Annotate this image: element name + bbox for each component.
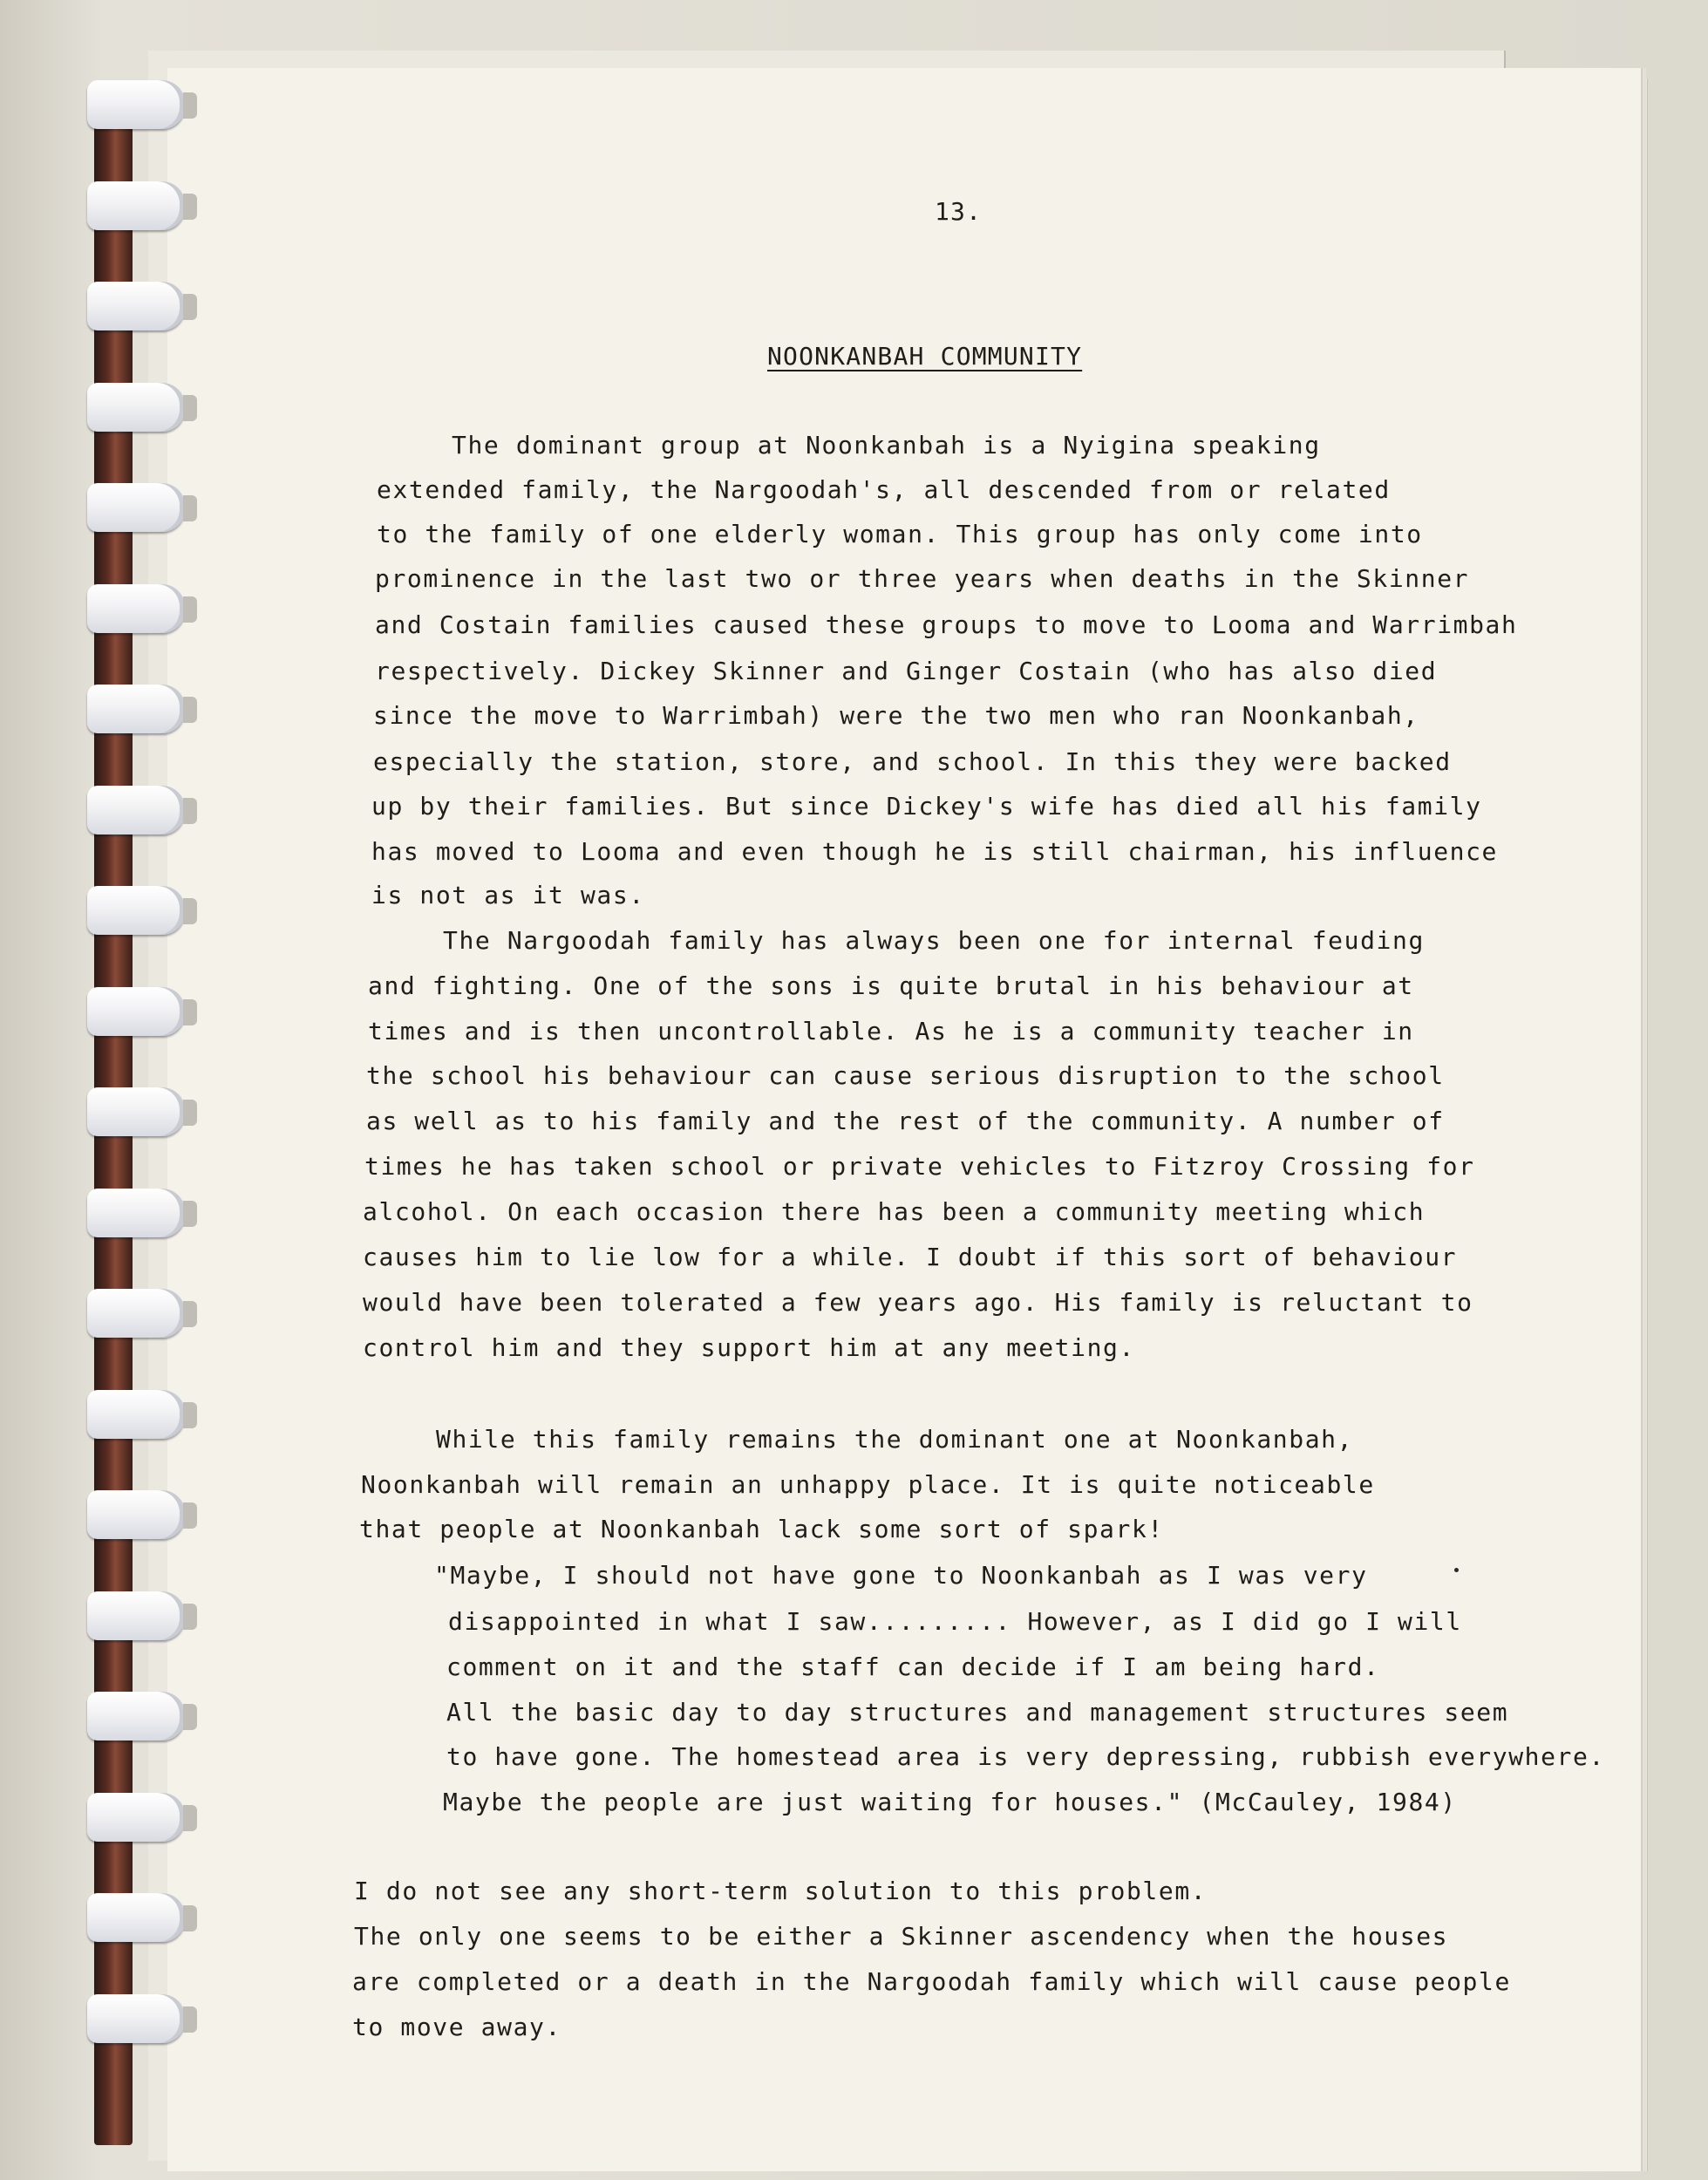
binding-ring — [87, 584, 185, 633]
binding-ring — [87, 1994, 185, 2043]
text-line: control him and they support him at any meeting. — [363, 1333, 1135, 1362]
text-line: since the move to Warrimbah) were the two men who ran Noonkanbah, — [373, 701, 1419, 730]
text-line: and Costain families caused these groups to move to Looma and Warrimbah — [375, 610, 1518, 639]
binding-ring — [87, 886, 185, 935]
binding-ring — [87, 1289, 185, 1338]
text-line: times he has taken school or private vehicles to Fitzroy Crossing for — [364, 1152, 1475, 1181]
text-line: the school his behaviour can cause serious disruption to the school — [366, 1061, 1445, 1090]
page-title: NOONKANBAH COMMUNITY — [767, 342, 1083, 371]
text-line: alcohol. On each occasion there has been a community meeting which — [363, 1197, 1426, 1226]
binding-ring — [87, 1087, 185, 1136]
text-line: and fighting. One of the sons is quite brutal in his behaviour at — [368, 971, 1414, 1000]
quote-line: to have gone. The homestead area is very depressing, rubbish everywhere. — [446, 1742, 1605, 1771]
binding-ring — [87, 181, 185, 230]
text-line: I do not see any short-term solution to this problem. — [354, 1877, 1208, 1905]
quote-line: All the basic day to day structures and management structures seem — [446, 1698, 1509, 1727]
page-number: 13. — [935, 197, 983, 226]
text-line: causes him to lie low for a while. I doubt if this sort of behaviour — [363, 1243, 1458, 1271]
binding-ring — [87, 1390, 185, 1439]
text-line: times and is then uncontrollable. As he is a community teacher in — [368, 1017, 1414, 1046]
text-line: is not as it was. — [371, 881, 645, 909]
text-line: Noonkanbah will remain an unhappy place. It is quite noticeable — [361, 1470, 1375, 1499]
binding-ring — [87, 483, 185, 532]
binding-ring — [87, 685, 185, 733]
binding-ring — [87, 1893, 185, 1942]
binding-ring — [87, 786, 185, 835]
text-line: to the family of one elderly woman. This group has only come into — [377, 520, 1423, 548]
quote-line: "Maybe, I should not have gone to Noonkanbah as I was very — [434, 1561, 1368, 1590]
speck-mark — [1454, 1568, 1459, 1572]
binding-ring — [87, 80, 185, 129]
text-line: to move away. — [352, 2013, 561, 2041]
text-line: would have been tolerated a few years ago. His family is reluctant to — [363, 1288, 1473, 1317]
binding-ring — [87, 987, 185, 1036]
text-line: has moved to Looma and even though he is still chairman, his influence — [371, 837, 1499, 866]
text-line: The Nargoodah family has always been one for internal feuding — [443, 926, 1425, 955]
text-line: The only one seems to be either a Skinner ascendency when the houses — [354, 1922, 1449, 1951]
text-line: that people at Noonkanbah lack some sort of spark! — [359, 1515, 1164, 1543]
binding-ring — [87, 282, 185, 330]
text-line: are completed or a death in the Nargoodah family which will cause people — [352, 1967, 1511, 1996]
text-line: up by their families. But since Dickey's wife has died all his family — [371, 792, 1482, 821]
text-line: especially the station, store, and school. In this they were backed — [373, 747, 1452, 776]
quote-line: Maybe the people are just waiting for houses." (McCauley, 1984) — [443, 1788, 1457, 1816]
quote-line: disappointed in what I saw......... However, as I did go I will — [448, 1607, 1462, 1636]
binding-ring — [87, 1490, 185, 1539]
binding-ring — [87, 1793, 185, 1842]
binding-ring — [87, 1692, 185, 1741]
binding-ring — [87, 1189, 185, 1237]
text-line: The dominant group at Noonkanbah is a Nyigina speaking — [452, 431, 1321, 460]
text-line: While this family remains the dominant one at Noonkanbah, — [436, 1425, 1354, 1454]
text-line: respectively. Dickey Skinner and Ginger Costain (who has also died — [375, 657, 1438, 685]
text-line: prominence in the last two or three years when deaths in the Skinner — [375, 564, 1470, 593]
binding-ring — [87, 383, 185, 432]
text-line: as well as to his family and the rest of the community. A number of — [366, 1107, 1445, 1135]
binding-ring — [87, 1591, 185, 1640]
quote-line: comment on it and the staff can decide if I am being hard. — [446, 1652, 1380, 1681]
text-line: extended family, the Nargoodah's, all descended from or related — [377, 475, 1391, 504]
